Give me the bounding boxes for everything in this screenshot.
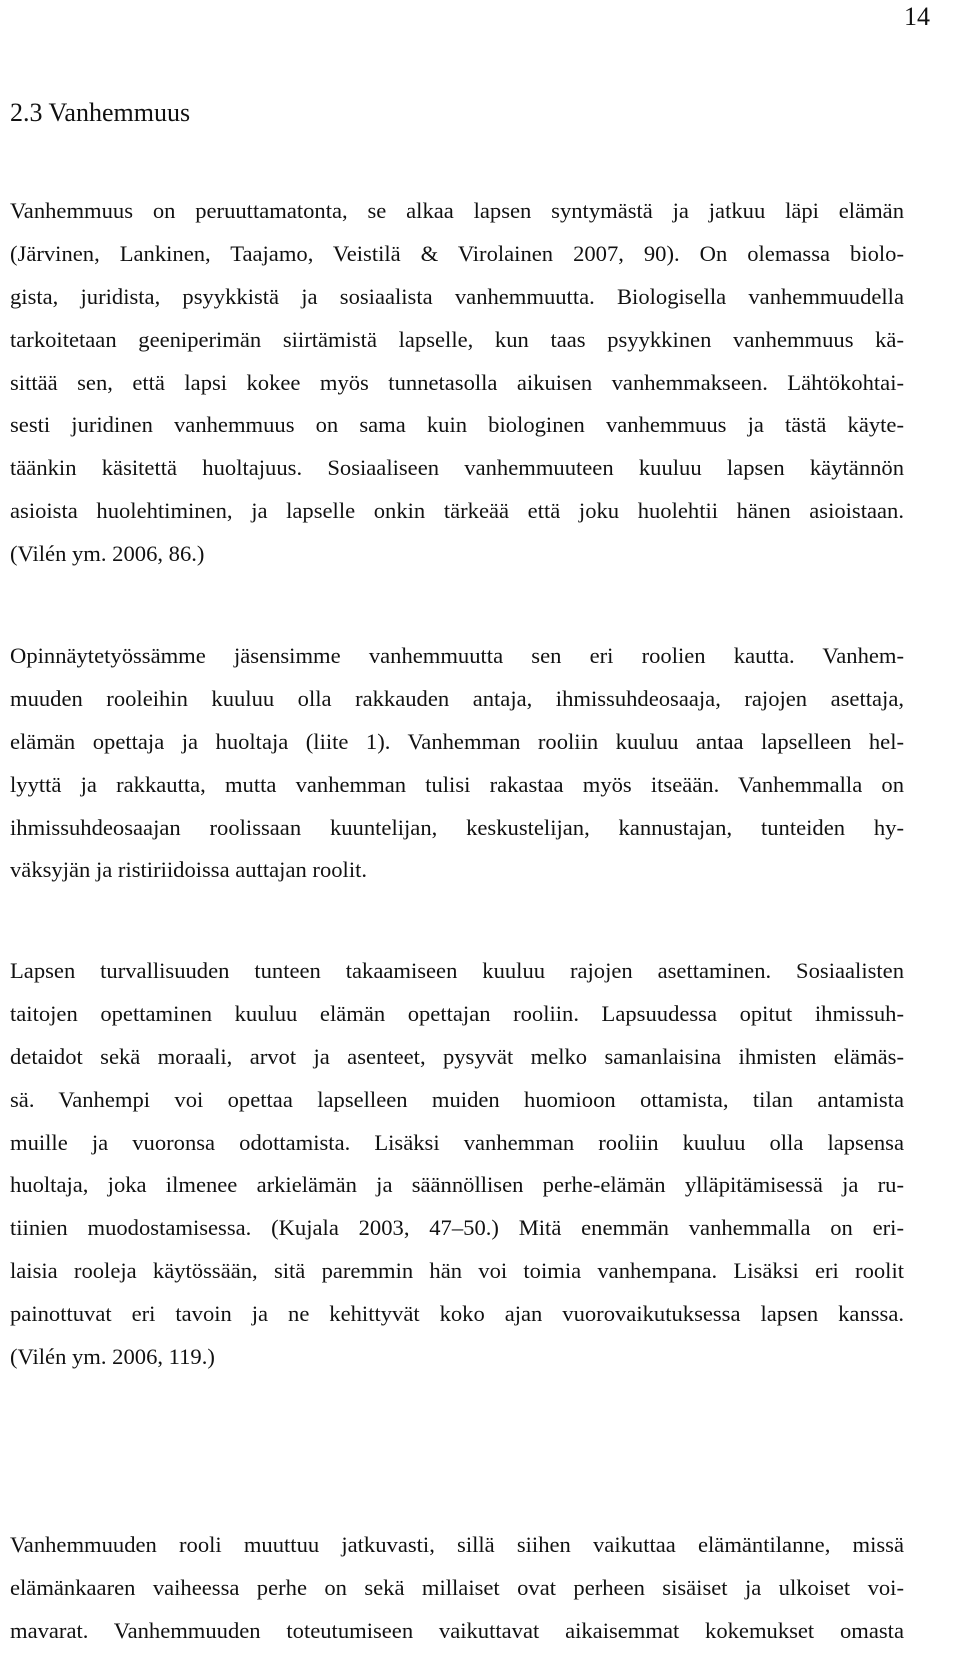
text-line: muuden rooleihin kuuluu olla rakkauden antaja, ihmissuhdeosaaja, rajojen asettaja,: [10, 685, 904, 711]
text-line: taitojen opettaminen kuuluu elämän opettajan rooliin. Lapsuudessa opitut ihmissuh-: [10, 1000, 904, 1026]
text-line: (Järvinen, Lankinen, Taajamo, Veistilä & Virolainen 2007, 90). On olemassa biolo-: [10, 240, 904, 266]
text-line: elämän opettaja ja huoltaja (liite 1). Vanhemman rooliin kuuluu antaa lapselleen hel-: [10, 728, 904, 754]
text-line: muille ja vuoronsa odottamista. Lisäksi vanhemman rooliin kuuluu olla lapsensa: [10, 1129, 904, 1155]
text-line: sä. Vanhempi voi opettaa lapselleen muiden huomioon ottamista, tilan antamista: [10, 1086, 904, 1112]
text-line: sittää sen, että lapsi kokee myös tunnetasolla aikuisen vanhemmakseen. Lähtökohtai-: [10, 369, 904, 395]
text-line: huoltaja, joka ilmenee arkielämän ja säännöllisen perhe-elämän ylläpitämisessä ja ru-: [10, 1172, 904, 1198]
page-number: 14: [904, 2, 930, 31]
text-line: Lapsen turvallisuuden tunteen takaamiseen kuuluu rajojen asettaminen. Sosiaalisten: [10, 958, 904, 983]
paragraph-3: [10, 950, 904, 1379]
text-line: (Vilén ym. 2006, 119.): [10, 1344, 215, 1370]
text-line: tarkoitetaan geeniperimän siirtämistä lapselle, kun taas psyykkinen vanhemmuus kä-: [10, 326, 904, 352]
text-line: asioista huolehtiminen, ja lapselle onkin tärkeää että joku huolehtii hänen asioistaan.: [10, 498, 904, 524]
text-line: väksyjän ja ristiriidoissa auttajan roolit.: [10, 857, 368, 883]
text-line: painottuvat eri tavoin ja ne kehittyvät koko ajan vuorovaikutuksessa lapsen kanssa.: [10, 1301, 904, 1327]
text-line: laisia rooleja käytössään, sitä paremmin hän voi toimia vanhempana. Lisäksi eri roolit: [10, 1258, 904, 1284]
text-line: lyyttä ja rakkautta, mutta vanhemman tulisi rakastaa myös itseään. Vanhemmalla on: [10, 771, 904, 797]
text-line: gista, juridista, psyykkistä ja sosiaalista vanhemmuutta. Biologisella vanhemmuudella: [10, 283, 904, 309]
text-line: Vanhemmuus on peruuttamatonta, se alkaa lapsen syntymästä ja jatkuu läpi elämän: [10, 198, 904, 223]
paragraph-2: [10, 635, 904, 892]
text-line: elämänkaaren vaiheessa perhe on sekä millaiset ovat perheen sisäiset ja ulkoiset voi-: [10, 1574, 904, 1600]
text-line: sesti juridinen vanhemmuus on sama kuin biologinen vanhemmuus ja tästä käyte-: [10, 412, 904, 438]
paragraph-4: [10, 1524, 904, 1653]
text-line: mavarat. Vanhemmuuden toteutumiseen vaikuttavat aikaisemmat kokemukset omasta: [10, 1617, 904, 1643]
text-line: Vanhemmuuden rooli muuttuu jatkuvasti, sillä siihen vaikuttaa elämäntilanne, missä: [10, 1532, 904, 1557]
text-line: tiinien muodostamisessa. (Kujala 2003, 47–50.) Mitä enemmän vanhemmalla on eri-: [10, 1215, 904, 1241]
text-line: Opinnäytetyössämme jäsensimme vanhemmuutta sen eri roolien kautta. Vanhem-: [10, 643, 904, 668]
text-line: (Vilén ym. 2006, 86.): [10, 541, 205, 567]
text-line: ihmissuhdeosaajan roolissaan kuuntelijan, keskustelijan, kannustajan, tunteiden hy-: [10, 814, 904, 840]
section-heading: 2.3 Vanhemmuus: [10, 98, 191, 127]
text-line: detaidot sekä moraali, arvot ja asenteet, pysyvät melko samanlaisina ihmisten elämäs-: [10, 1043, 904, 1069]
text-line: täänkin käsitettä huoltajuus. Sosiaaliseen vanhemmuuteen kuuluu lapsen käytännön: [10, 455, 904, 481]
paragraph-1: [10, 190, 904, 576]
